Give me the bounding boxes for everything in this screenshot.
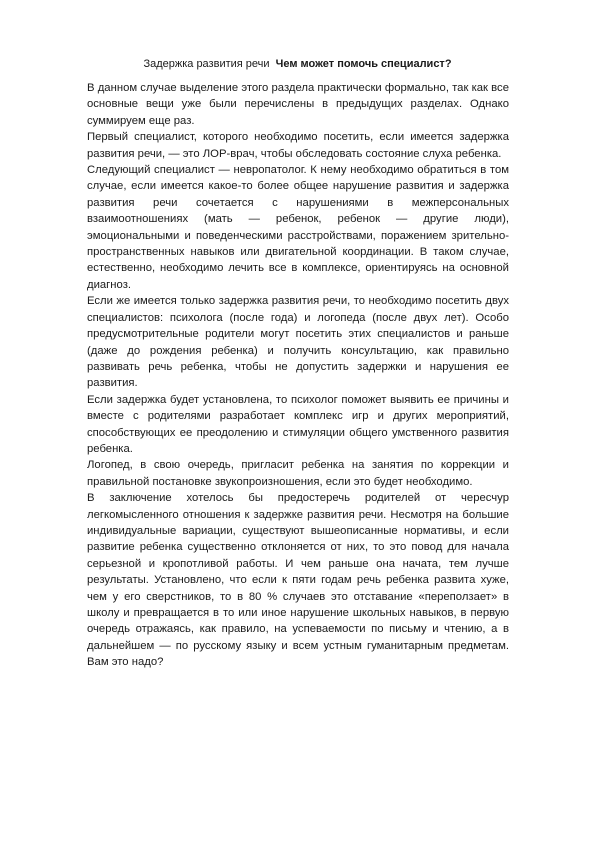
- paragraph-neurologist: Следующий специалист — невропатолог. К нему необходимо обратиться в том случае, если имеется какое-то более общее нарушение развития и задержка развития речи сочетается с нарушениями в межперсональных взаимоотношениях (мать — ребенок, ребенок — другие люди), эмоциональными и поведенческими расстройствами, поражением зрительно-пространственных навыков или двигательной координации. В таком случае, естественно, необходимо лечить все в комплексе, ориентируясь на основной диагноз.: [87, 164, 509, 291]
- paragraph-psychologist-speech-therapist: Если же имеется только задержка развития речи, то необходимо посетить двух специалистов: психолога (после года) и логопеда (после двух лет). Особо предусмотрительные родители могут посетить этих специалистов и раньше (даже до рождения ребенка) и получить консультацию, как правильно развивать речь ребенка, чтобы не допустить задержки и нарушения ее развития.: [87, 295, 509, 390]
- paragraph-speech-therapist-role: Логопед, в свою очередь, пригласит ребенка на занятия по коррекции и правильной постановке звукопроизношения, если это будет необходимо.: [87, 459, 509, 488]
- paragraph-conclusion: В заключение хотелось бы предостеречь родителей от чересчур легкомысленного отношения к задержке развития речи. Несмотря на большие индивидуальные вариации, существуют вышеописанные нормативы, и если развитие ребенка существенно отклоняется от них, то это повод для начала серьезной и кропотливой работы. И чем раньше она начата, тем лучше результаты. Установлено, что если к пяти годам речь ребенка развита хуже, чем у его сверстников, то в 80 % случаев это отставание «переползает» в школу и превращается в то или иное нарушение школьных навыков, в первую очередь отражаясь, как правило, на успеваемости по письму и чтению, а в дальнейшем — по русскому языку и всем устным гуманитарным предметам. Вам это надо?: [87, 492, 509, 669]
- title-subheading: Чем может помочь специалист?: [275, 58, 452, 70]
- paragraph-psychologist-role: Если задержка будет установлена, то психолог поможет выявить ее причины и вместе с родителями разработает комплекс игр и других мероприятий, способствующих ее преодолению и стимуляции общего умственного развития ребенка.: [87, 393, 509, 455]
- title-topic: Задержка развития речи: [143, 58, 270, 70]
- page-title: [60, 56, 535, 72]
- paragraph-ent-doctor: Первый специалист, которого необходимо посетить, если имеется задержка развития речи, — это ЛОР-врач, чтобы обследовать состояние слуха ребенка.: [87, 131, 509, 160]
- document-body: [87, 80, 509, 671]
- paragraph-intro: В данном случае выделение этого раздела практически формально, так как все основные вещи уже были перечислены в предыдущих разделах. Однако суммируем еще раз.: [87, 82, 509, 127]
